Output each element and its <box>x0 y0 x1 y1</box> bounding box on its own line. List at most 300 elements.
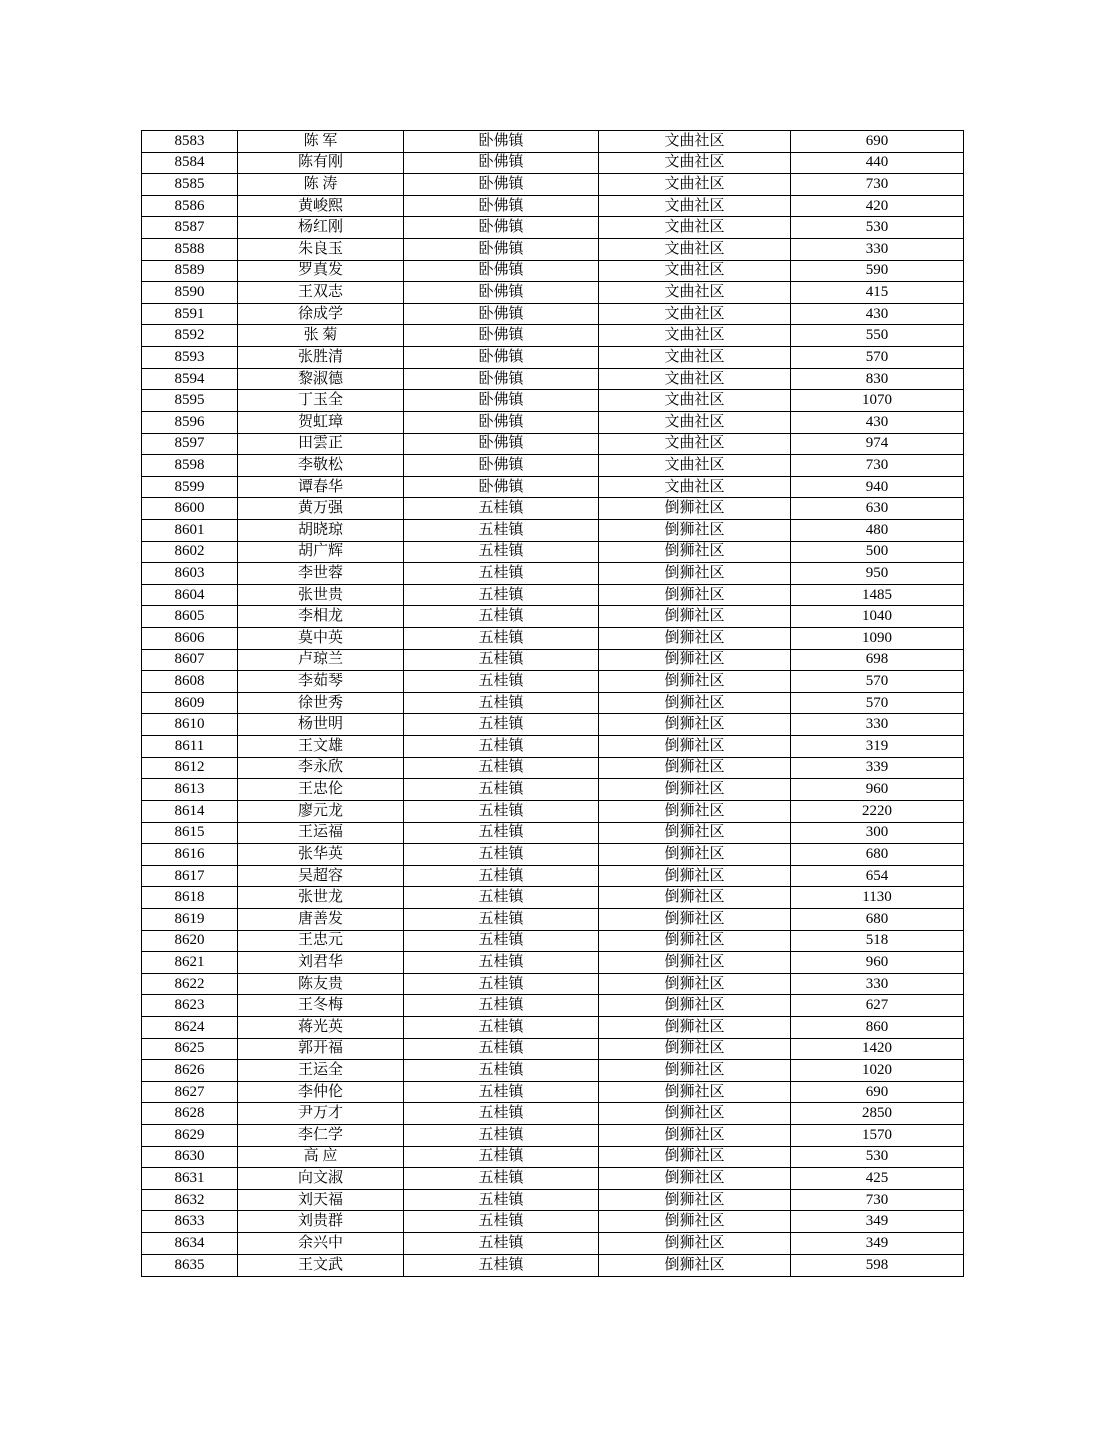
cell-town: 五桂镇 <box>404 541 599 563</box>
cell-amount: 974 <box>791 433 964 455</box>
table-row <box>142 195 964 217</box>
cell-community: 倒狮社区 <box>599 628 791 650</box>
cell-town: 五桂镇 <box>404 519 599 541</box>
table-row <box>142 973 964 995</box>
table-row <box>142 995 964 1017</box>
cell-town: 卧佛镇 <box>404 411 599 433</box>
table-row <box>142 1233 964 1255</box>
cell-name: 余兴中 <box>238 1233 404 1255</box>
cell-id: 8618 <box>142 887 238 909</box>
cell-name: 刘贵群 <box>238 1211 404 1233</box>
cell-town: 卧佛镇 <box>404 303 599 325</box>
cell-amount: 590 <box>791 260 964 282</box>
cell-town: 五桂镇 <box>404 584 599 606</box>
cell-town: 五桂镇 <box>404 822 599 844</box>
cell-name: 张 菊 <box>238 325 404 347</box>
cell-community: 倒狮社区 <box>599 1125 791 1147</box>
cell-community: 文曲社区 <box>599 152 791 174</box>
cell-id: 8608 <box>142 671 238 693</box>
cell-community: 倒狮社区 <box>599 1081 791 1103</box>
cell-community: 倒狮社区 <box>599 973 791 995</box>
table-row <box>142 671 964 693</box>
cell-community: 倒狮社区 <box>599 1146 791 1168</box>
cell-name: 王文雄 <box>238 736 404 758</box>
table-row <box>142 1254 964 1276</box>
cell-community: 倒狮社区 <box>599 757 791 779</box>
cell-name: 向文淑 <box>238 1168 404 1190</box>
cell-name: 徐成学 <box>238 303 404 325</box>
cell-town: 卧佛镇 <box>404 455 599 477</box>
cell-town: 卧佛镇 <box>404 131 599 153</box>
table-row <box>142 519 964 541</box>
cell-name: 朱良玉 <box>238 239 404 261</box>
cell-community: 文曲社区 <box>599 260 791 282</box>
table-row <box>142 1168 964 1190</box>
cell-amount: 1090 <box>791 628 964 650</box>
table-row <box>142 1211 964 1233</box>
cell-community: 倒狮社区 <box>599 995 791 1017</box>
table-row <box>142 1103 964 1125</box>
table-row <box>142 152 964 174</box>
cell-community: 倒狮社区 <box>599 800 791 822</box>
cell-id: 8595 <box>142 390 238 412</box>
cell-community: 倒狮社区 <box>599 649 791 671</box>
table-row <box>142 865 964 887</box>
cell-name: 尹万才 <box>238 1103 404 1125</box>
cell-name: 李仁学 <box>238 1125 404 1147</box>
cell-community: 文曲社区 <box>599 174 791 196</box>
table-row <box>142 930 964 952</box>
table-row <box>142 757 964 779</box>
cell-town: 五桂镇 <box>404 1125 599 1147</box>
table-row <box>142 779 964 801</box>
table-row <box>142 952 964 974</box>
cell-id: 8632 <box>142 1189 238 1211</box>
cell-town: 五桂镇 <box>404 844 599 866</box>
cell-name: 高 应 <box>238 1146 404 1168</box>
cell-id: 8626 <box>142 1060 238 1082</box>
cell-amount: 2220 <box>791 800 964 822</box>
cell-name: 李仲伦 <box>238 1081 404 1103</box>
cell-id: 8627 <box>142 1081 238 1103</box>
cell-amount: 339 <box>791 757 964 779</box>
cell-community: 文曲社区 <box>599 282 791 304</box>
cell-town: 五桂镇 <box>404 714 599 736</box>
cell-name: 陈 军 <box>238 131 404 153</box>
cell-name: 陈友贵 <box>238 973 404 995</box>
table-row <box>142 736 964 758</box>
cell-id: 8594 <box>142 368 238 390</box>
cell-name: 王运全 <box>238 1060 404 1082</box>
cell-id: 8612 <box>142 757 238 779</box>
cell-name: 王忠伦 <box>238 779 404 801</box>
cell-amount: 1020 <box>791 1060 964 1082</box>
table-row <box>142 131 964 153</box>
cell-town: 五桂镇 <box>404 1103 599 1125</box>
cell-town: 五桂镇 <box>404 908 599 930</box>
cell-name: 张胜清 <box>238 347 404 369</box>
cell-town: 五桂镇 <box>404 1038 599 1060</box>
cell-community: 倒狮社区 <box>599 1168 791 1190</box>
cell-amount: 530 <box>791 1146 964 1168</box>
cell-id: 8598 <box>142 455 238 477</box>
cell-community: 倒狮社区 <box>599 779 791 801</box>
cell-id: 8603 <box>142 563 238 585</box>
cell-name: 王双志 <box>238 282 404 304</box>
cell-id: 8635 <box>142 1254 238 1276</box>
cell-amount: 690 <box>791 1081 964 1103</box>
cell-town: 卧佛镇 <box>404 195 599 217</box>
cell-name: 谭春华 <box>238 476 404 498</box>
cell-amount: 1420 <box>791 1038 964 1060</box>
cell-name: 莫中英 <box>238 628 404 650</box>
cell-community: 倒狮社区 <box>599 736 791 758</box>
cell-community: 文曲社区 <box>599 195 791 217</box>
cell-amount: 570 <box>791 671 964 693</box>
cell-community: 倒狮社区 <box>599 952 791 974</box>
cell-community: 文曲社区 <box>599 411 791 433</box>
cell-town: 卧佛镇 <box>404 476 599 498</box>
cell-name: 刘君华 <box>238 952 404 974</box>
cell-name: 郭开福 <box>238 1038 404 1060</box>
cell-name: 蒋光英 <box>238 1016 404 1038</box>
table-row <box>142 800 964 822</box>
cell-amount: 730 <box>791 174 964 196</box>
cell-name: 李永欣 <box>238 757 404 779</box>
cell-name: 李世蓉 <box>238 563 404 585</box>
table-row <box>142 563 964 585</box>
cell-id: 8628 <box>142 1103 238 1125</box>
table-row <box>142 1189 964 1211</box>
table-row <box>142 455 964 477</box>
cell-community: 文曲社区 <box>599 476 791 498</box>
cell-town: 卧佛镇 <box>404 390 599 412</box>
cell-amount: 570 <box>791 347 964 369</box>
table-row <box>142 1146 964 1168</box>
table-body <box>142 131 964 1277</box>
cell-id: 8588 <box>142 239 238 261</box>
cell-amount: 2850 <box>791 1103 964 1125</box>
cell-name: 陈有刚 <box>238 152 404 174</box>
cell-id: 8584 <box>142 152 238 174</box>
cell-town: 五桂镇 <box>404 1233 599 1255</box>
cell-amount: 690 <box>791 131 964 153</box>
cell-amount: 730 <box>791 1189 964 1211</box>
table-row <box>142 411 964 433</box>
table-row <box>142 692 964 714</box>
cell-town: 五桂镇 <box>404 563 599 585</box>
cell-town: 五桂镇 <box>404 930 599 952</box>
cell-id: 8585 <box>142 174 238 196</box>
cell-id: 8614 <box>142 800 238 822</box>
cell-id: 8596 <box>142 411 238 433</box>
cell-community: 文曲社区 <box>599 217 791 239</box>
cell-amount: 1070 <box>791 390 964 412</box>
cell-town: 卧佛镇 <box>404 325 599 347</box>
cell-town: 五桂镇 <box>404 1168 599 1190</box>
cell-id: 8613 <box>142 779 238 801</box>
cell-community: 倒狮社区 <box>599 714 791 736</box>
cell-amount: 349 <box>791 1233 964 1255</box>
cell-community: 倒狮社区 <box>599 908 791 930</box>
table-row <box>142 541 964 563</box>
cell-community: 倒狮社区 <box>599 1060 791 1082</box>
table-row <box>142 390 964 412</box>
cell-community: 倒狮社区 <box>599 844 791 866</box>
cell-id: 8592 <box>142 325 238 347</box>
cell-community: 倒狮社区 <box>599 519 791 541</box>
cell-amount: 630 <box>791 498 964 520</box>
cell-name: 罗真发 <box>238 260 404 282</box>
table-row <box>142 714 964 736</box>
cell-id: 8630 <box>142 1146 238 1168</box>
cell-amount: 530 <box>791 217 964 239</box>
cell-town: 五桂镇 <box>404 1254 599 1276</box>
cell-town: 卧佛镇 <box>404 217 599 239</box>
cell-id: 8617 <box>142 865 238 887</box>
cell-amount: 480 <box>791 519 964 541</box>
cell-id: 8601 <box>142 519 238 541</box>
cell-amount: 680 <box>791 844 964 866</box>
cell-community: 倒狮社区 <box>599 606 791 628</box>
cell-amount: 627 <box>791 995 964 1017</box>
table-row <box>142 303 964 325</box>
table-row <box>142 498 964 520</box>
cell-amount: 598 <box>791 1254 964 1276</box>
cell-town: 五桂镇 <box>404 649 599 671</box>
cell-town: 五桂镇 <box>404 606 599 628</box>
cell-amount: 330 <box>791 714 964 736</box>
cell-community: 倒狮社区 <box>599 541 791 563</box>
table-row <box>142 1016 964 1038</box>
cell-amount: 950 <box>791 563 964 585</box>
cell-name: 黎淑德 <box>238 368 404 390</box>
table-row <box>142 260 964 282</box>
cell-amount: 698 <box>791 649 964 671</box>
cell-name: 唐善发 <box>238 908 404 930</box>
cell-id: 8589 <box>142 260 238 282</box>
cell-town: 五桂镇 <box>404 671 599 693</box>
cell-id: 8629 <box>142 1125 238 1147</box>
cell-town: 五桂镇 <box>404 1189 599 1211</box>
cell-amount: 415 <box>791 282 964 304</box>
cell-name: 徐世秀 <box>238 692 404 714</box>
cell-id: 8599 <box>142 476 238 498</box>
cell-id: 8622 <box>142 973 238 995</box>
cell-name: 卢琼兰 <box>238 649 404 671</box>
cell-id: 8593 <box>142 347 238 369</box>
cell-name: 丁玉全 <box>238 390 404 412</box>
cell-amount: 730 <box>791 455 964 477</box>
cell-amount: 440 <box>791 152 964 174</box>
table-row <box>142 239 964 261</box>
cell-name: 李相龙 <box>238 606 404 628</box>
cell-community: 倒狮社区 <box>599 887 791 909</box>
cell-amount: 500 <box>791 541 964 563</box>
cell-id: 8609 <box>142 692 238 714</box>
cell-town: 卧佛镇 <box>404 368 599 390</box>
cell-town: 卧佛镇 <box>404 152 599 174</box>
cell-town: 卧佛镇 <box>404 260 599 282</box>
table-row <box>142 1038 964 1060</box>
cell-id: 8590 <box>142 282 238 304</box>
cell-amount: 319 <box>791 736 964 758</box>
cell-amount: 960 <box>791 779 964 801</box>
cell-amount: 940 <box>791 476 964 498</box>
cell-community: 倒狮社区 <box>599 692 791 714</box>
cell-name: 贺虹璋 <box>238 411 404 433</box>
cell-community: 倒狮社区 <box>599 865 791 887</box>
cell-community: 倒狮社区 <box>599 1211 791 1233</box>
cell-name: 黄万强 <box>238 498 404 520</box>
table-row <box>142 433 964 455</box>
cell-name: 田雲正 <box>238 433 404 455</box>
cell-community: 倒狮社区 <box>599 1189 791 1211</box>
cell-id: 8625 <box>142 1038 238 1060</box>
cell-amount: 570 <box>791 692 964 714</box>
cell-town: 卧佛镇 <box>404 433 599 455</box>
cell-id: 8623 <box>142 995 238 1017</box>
cell-town: 五桂镇 <box>404 887 599 909</box>
table-row <box>142 347 964 369</box>
cell-town: 卧佛镇 <box>404 347 599 369</box>
cell-community: 文曲社区 <box>599 239 791 261</box>
cell-town: 五桂镇 <box>404 757 599 779</box>
cell-id: 8605 <box>142 606 238 628</box>
cell-community: 倒狮社区 <box>599 1038 791 1060</box>
cell-id: 8615 <box>142 822 238 844</box>
cell-amount: 654 <box>791 865 964 887</box>
cell-amount: 1485 <box>791 584 964 606</box>
cell-name: 刘天福 <box>238 1189 404 1211</box>
cell-amount: 830 <box>791 368 964 390</box>
cell-community: 倒狮社区 <box>599 1254 791 1276</box>
cell-name: 李茹琴 <box>238 671 404 693</box>
cell-id: 8634 <box>142 1233 238 1255</box>
cell-id: 8591 <box>142 303 238 325</box>
cell-town: 五桂镇 <box>404 736 599 758</box>
cell-community: 倒狮社区 <box>599 822 791 844</box>
cell-name: 胡晓琼 <box>238 519 404 541</box>
cell-name: 王运福 <box>238 822 404 844</box>
cell-amount: 330 <box>791 973 964 995</box>
cell-community: 文曲社区 <box>599 433 791 455</box>
cell-amount: 1040 <box>791 606 964 628</box>
cell-town: 五桂镇 <box>404 952 599 974</box>
cell-name: 陈 涛 <box>238 174 404 196</box>
cell-town: 五桂镇 <box>404 800 599 822</box>
cell-amount: 1130 <box>791 887 964 909</box>
cell-community: 文曲社区 <box>599 303 791 325</box>
cell-community: 倒狮社区 <box>599 498 791 520</box>
cell-name: 王文武 <box>238 1254 404 1276</box>
table-row <box>142 217 964 239</box>
cell-community: 倒狮社区 <box>599 563 791 585</box>
table-row <box>142 174 964 196</box>
cell-town: 五桂镇 <box>404 995 599 1017</box>
cell-name: 胡广辉 <box>238 541 404 563</box>
cell-amount: 1570 <box>791 1125 964 1147</box>
table-row <box>142 887 964 909</box>
table-row <box>142 368 964 390</box>
cell-id: 8619 <box>142 908 238 930</box>
cell-town: 卧佛镇 <box>404 239 599 261</box>
cell-community: 文曲社区 <box>599 347 791 369</box>
cell-name: 王忠元 <box>238 930 404 952</box>
table-row <box>142 584 964 606</box>
cell-community: 文曲社区 <box>599 131 791 153</box>
cell-amount: 300 <box>791 822 964 844</box>
cell-id: 8604 <box>142 584 238 606</box>
cell-town: 五桂镇 <box>404 1081 599 1103</box>
cell-town: 五桂镇 <box>404 779 599 801</box>
cell-name: 张世贵 <box>238 584 404 606</box>
cell-id: 8631 <box>142 1168 238 1190</box>
cell-amount: 680 <box>791 908 964 930</box>
cell-amount: 860 <box>791 1016 964 1038</box>
cell-name: 杨世明 <box>238 714 404 736</box>
cell-town: 五桂镇 <box>404 628 599 650</box>
cell-town: 五桂镇 <box>404 498 599 520</box>
cell-town: 五桂镇 <box>404 1211 599 1233</box>
cell-id: 8602 <box>142 541 238 563</box>
table-row <box>142 844 964 866</box>
cell-id: 8624 <box>142 1016 238 1038</box>
table-row <box>142 649 964 671</box>
cell-town: 五桂镇 <box>404 692 599 714</box>
cell-town: 五桂镇 <box>404 865 599 887</box>
cell-name: 王冬梅 <box>238 995 404 1017</box>
cell-id: 8611 <box>142 736 238 758</box>
cell-town: 卧佛镇 <box>404 282 599 304</box>
cell-community: 文曲社区 <box>599 325 791 347</box>
cell-amount: 349 <box>791 1211 964 1233</box>
cell-id: 8607 <box>142 649 238 671</box>
cell-id: 8597 <box>142 433 238 455</box>
cell-name: 张华英 <box>238 844 404 866</box>
cell-id: 8583 <box>142 131 238 153</box>
cell-town: 五桂镇 <box>404 973 599 995</box>
cell-community: 文曲社区 <box>599 368 791 390</box>
table-row <box>142 822 964 844</box>
cell-community: 倒狮社区 <box>599 671 791 693</box>
cell-amount: 420 <box>791 195 964 217</box>
cell-name: 杨红刚 <box>238 217 404 239</box>
records-table <box>141 130 964 1277</box>
cell-community: 文曲社区 <box>599 390 791 412</box>
cell-amount: 960 <box>791 952 964 974</box>
cell-amount: 330 <box>791 239 964 261</box>
table-row <box>142 908 964 930</box>
cell-amount: 425 <box>791 1168 964 1190</box>
cell-community: 倒狮社区 <box>599 1016 791 1038</box>
cell-id: 8587 <box>142 217 238 239</box>
cell-id: 8600 <box>142 498 238 520</box>
cell-id: 8620 <box>142 930 238 952</box>
cell-amount: 550 <box>791 325 964 347</box>
cell-town: 五桂镇 <box>404 1146 599 1168</box>
cell-name: 黄峻熙 <box>238 195 404 217</box>
cell-amount: 518 <box>791 930 964 952</box>
cell-id: 8606 <box>142 628 238 650</box>
cell-community: 倒狮社区 <box>599 584 791 606</box>
cell-name: 吴超容 <box>238 865 404 887</box>
cell-community: 文曲社区 <box>599 455 791 477</box>
cell-id: 8633 <box>142 1211 238 1233</box>
cell-town: 五桂镇 <box>404 1060 599 1082</box>
cell-community: 倒狮社区 <box>599 930 791 952</box>
cell-amount: 430 <box>791 303 964 325</box>
